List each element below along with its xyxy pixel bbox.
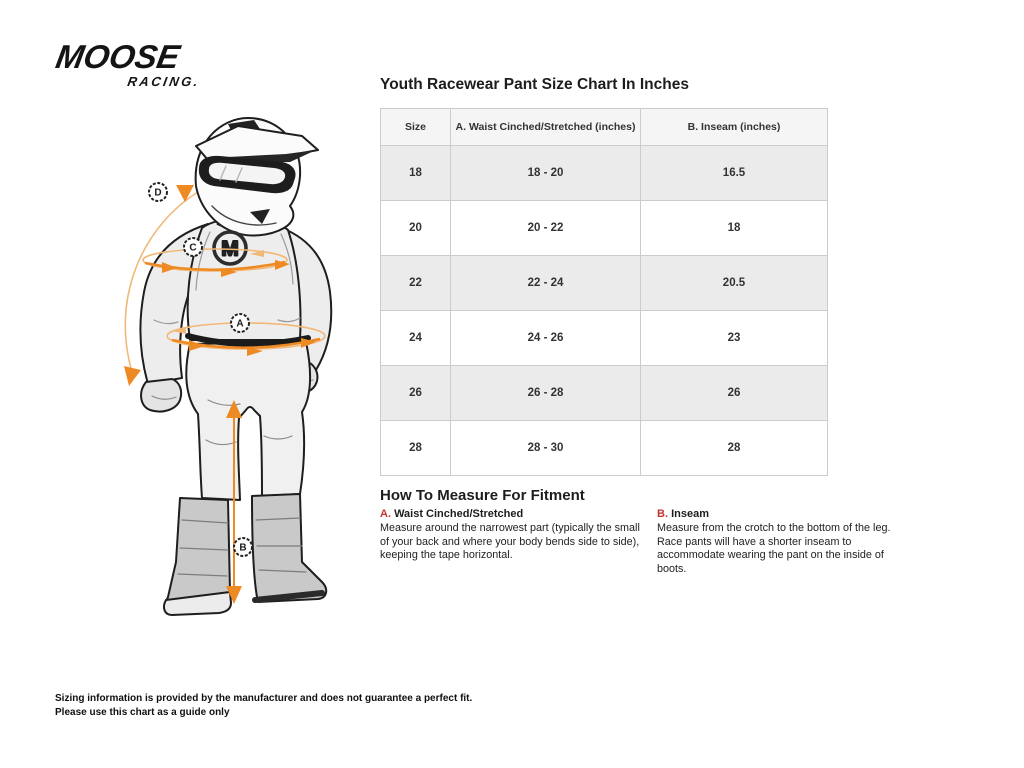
size-cell: 20 [381,201,451,256]
measure-section-inseam [657,508,915,576]
logo-brand-text: MOOSE [53,38,183,75]
waist-cell: 26 - 28 [451,366,641,421]
inseam-cell: 18 [641,201,828,256]
table-row [381,311,828,366]
marker-d [149,183,167,201]
helmet [196,118,318,235]
size-cell: 22 [381,256,451,311]
inseam-cell: 20.5 [641,256,828,311]
measure-section-waist [380,508,648,563]
svg-text:C: C [189,242,197,254]
size-cell: 24 [381,311,451,366]
table-row [381,146,828,201]
waist-cell: 22 - 24 [451,256,641,311]
size-table [380,108,828,476]
waist-cell: 28 - 30 [451,421,641,476]
table-row [381,421,828,476]
svg-text:M: M [221,237,239,261]
size-chart-title: Youth Racewear Pant Size Chart In Inches [380,76,689,93]
waist-cell: 18 - 20 [451,146,641,201]
right-boot [252,494,326,602]
waist-cell: 20 - 22 [451,201,641,256]
measure-inseam-title [657,508,915,520]
svg-text:D: D [154,187,162,199]
measure-inseam-letter: B. [657,508,668,520]
disclaimer-line-2: Please use this chart as a guide only [55,707,230,718]
size-cell: 28 [381,421,451,476]
disclaimer-line-1: Sizing information is provided by the manufacturer and does not guarantee a perfect fit. [55,693,473,704]
table-row [381,201,828,256]
measure-waist-text: Measure around the narrowest part (typically the small of your back and where your body bends side to side), keeping the tape horizontal. [380,522,640,561]
inseam-cell: 16.5 [641,146,828,201]
marker-b [234,538,252,556]
measure-heading: How To Measure For Fitment [380,487,585,504]
measure-waist-title [380,508,648,520]
inseam-cell: 23 [641,311,828,366]
column-header-size: Size [381,109,451,146]
moose-racing-logo [51,40,210,89]
disclaimer [55,692,472,720]
marker-c [184,238,202,256]
column-header-waist: A. Waist Cinched/Stretched (inches) [451,109,641,146]
svg-text:B: B [239,542,247,554]
size-cell: 26 [381,366,451,421]
left-glove [141,379,181,412]
inseam-cell: 28 [641,421,828,476]
inseam-cell: 26 [641,366,828,421]
table-row [381,366,828,421]
measure-inseam-text: Measure from the crotch to the bottom of the leg. Race pants will have a shorter inseam to accommodate wearing the pant on the inside of boots. [657,522,891,575]
rider-illustration [50,100,380,670]
waist-cell: 24 - 26 [451,311,641,366]
pants [186,342,310,500]
marker-a [231,314,249,332]
logo-sub-text: RACING. [126,74,202,89]
rider-illustration-svg [50,100,380,670]
size-table-header-row [381,109,828,146]
measure-waist-title-text: Waist Cinched/Stretched [394,508,524,520]
svg-text:A: A [236,318,244,330]
measure-inseam-title-text: Inseam [671,508,709,520]
column-header-inseam: B. Inseam (inches) [641,109,828,146]
size-cell: 18 [381,146,451,201]
measure-waist-letter: A. [380,508,391,520]
table-row [381,256,828,311]
